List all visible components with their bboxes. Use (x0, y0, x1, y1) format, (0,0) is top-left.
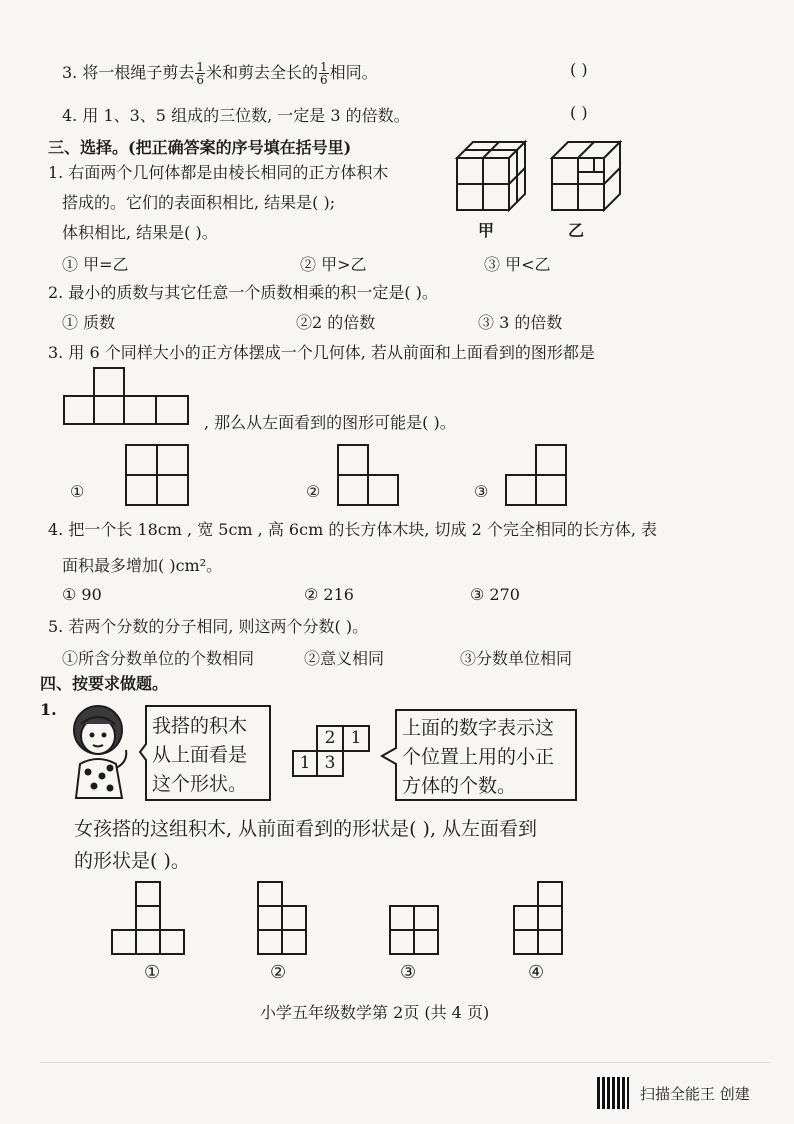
label-yi: 乙 (568, 221, 585, 240)
speech-bubble-1-text (152, 712, 247, 799)
s3-q2-option3[interactable]: ③ 3 的倍数 (478, 313, 563, 332)
s3-q1-option3[interactable]: ③ 甲<乙 (484, 255, 551, 274)
bubble2-line: 上面的数字表示这 (402, 717, 555, 739)
s3-q5-option2[interactable]: ②意义相同 (304, 649, 385, 668)
judge-q3-text-a: 3. 将一根绳子剪去 (62, 63, 195, 82)
answer-option4-label[interactable]: ④ (528, 962, 545, 983)
option3-l-shape-reversed (504, 443, 570, 509)
s4-q1-line1: 女孩搭的这组积木, 从前面看到的形状是( ), 从左面看到 (74, 818, 538, 840)
answer-option1-label[interactable]: ① (144, 962, 161, 983)
grid-cell: 2 (316, 725, 344, 752)
section4-title: 四、按要求做题。 (40, 674, 169, 693)
judge-q3 (62, 60, 378, 86)
answer-option1-shape (110, 880, 190, 960)
grid-cell: 1 (292, 750, 318, 777)
s3-q5-option1[interactable]: ①所含分数单位的个数相同 (62, 649, 255, 668)
figure-jia-cubes (455, 138, 535, 218)
s3-q1-line1: 1. 右面两个几何体都是由棱长相同的正方体积木 (48, 163, 389, 182)
s3-q3-tail: , 那么从左面看到的图形可能是( )。 (204, 413, 456, 432)
bubble2-line: 方体的个数。 (402, 775, 517, 797)
top-view-number-grid (292, 725, 372, 775)
option1-square-2x2 (124, 443, 190, 509)
answer-option2-shape (256, 880, 316, 960)
fraction-1-6-second (319, 61, 329, 86)
s3-q4-option3[interactable]: ③ 270 (470, 585, 520, 604)
s3-q1-line3: 体积相比, 结果是( )。 (62, 223, 218, 242)
s3-q3-option3[interactable]: ③ (474, 482, 489, 501)
s3-q4-option2[interactable]: ② 216 (304, 585, 354, 604)
judge-q4: 4. 用 1、3、5 组成的三位数, 一定是 3 的倍数。 (62, 106, 410, 125)
speech-bubble-2-text (402, 714, 554, 801)
answer-option4-shape (512, 880, 572, 960)
answer-option3-shape (388, 904, 444, 960)
s3-q4-option1[interactable]: ① 90 (62, 585, 102, 604)
s3-q4-line1: 4. 把一个长 18cm , 宽 5cm , 高 6cm 的长方体木块, 切成 2 个完全相同的长方体, 表 (48, 520, 658, 539)
bubble1-line: 从上面看是 (152, 744, 248, 766)
judge-q3-answer-paren[interactable]: ( ) (570, 60, 588, 79)
s3-q2: 2. 最小的质数与其它任意一个质数相乘的积一定是( )。 (48, 283, 438, 302)
view-front-top-shape (62, 366, 202, 428)
grid-cell: 1 (342, 725, 370, 752)
page-footer: 小学五年级数学第 2页 (共 4 页) (260, 1003, 490, 1022)
girl-illustration (64, 702, 134, 800)
qr-code-icon (597, 1077, 629, 1109)
scanner-watermark: 扫描全能王 创建 (640, 1085, 750, 1103)
s3-q3-option2[interactable]: ② (306, 482, 321, 501)
bubble2-line: 个位置上用的小正 (402, 746, 555, 768)
judge-q3-text-b: 米和剪去全长的 (206, 63, 319, 82)
s3-q5-option3[interactable]: ③分数单位相同 (460, 649, 573, 668)
s3-q2-option2[interactable]: ②2 的倍数 (296, 313, 376, 332)
answer-option2-label[interactable]: ② (270, 962, 287, 983)
fraction-numerator: 1 (320, 60, 328, 74)
label-jia: 甲 (478, 221, 495, 240)
s3-q4-line2: 面积最多增加( )cm²。 (62, 556, 223, 575)
fraction-numerator: 1 (196, 60, 204, 74)
fraction-denominator: 6 (196, 73, 204, 87)
page-divider (40, 1062, 770, 1063)
bubble1-line: 我搭的积木 (152, 715, 248, 737)
judge-q4-answer-paren[interactable]: ( ) (570, 103, 588, 122)
s3-q1-option2[interactable]: ② 甲>乙 (300, 255, 367, 274)
grid-cell: 3 (316, 750, 344, 777)
s3-q5: 5. 若两个分数的分子相同, 则这两个分数( )。 (48, 617, 369, 636)
s3-q3-option1[interactable]: ① (70, 482, 85, 501)
s3-q1-line2: 搭成的。它们的表面积相比, 结果是( ); (62, 193, 336, 212)
s3-q3: 3. 用 6 个同样大小的正方体摆成一个几何体, 若从前面和上面看到的图形都是 (48, 343, 595, 362)
s3-q1-option1[interactable]: ① 甲=乙 (62, 255, 129, 274)
s3-q2-option1[interactable]: ① 质数 (62, 313, 116, 332)
fraction-denominator: 6 (320, 73, 328, 87)
option2-l-shape (336, 443, 402, 509)
fraction-1-6 (195, 61, 205, 86)
answer-option3-label[interactable]: ③ (400, 962, 417, 983)
figure-yi-cubes (550, 138, 630, 218)
s4-q1-number: 1. (40, 700, 57, 719)
bubble1-line: 这个形状。 (152, 773, 248, 795)
section3-title: 三、选择。(把正确答案的序号填在括号里) (48, 138, 352, 157)
s4-q1-line2: 的形状是( )。 (74, 850, 190, 872)
judge-q3-text-c: 相同。 (329, 63, 378, 82)
